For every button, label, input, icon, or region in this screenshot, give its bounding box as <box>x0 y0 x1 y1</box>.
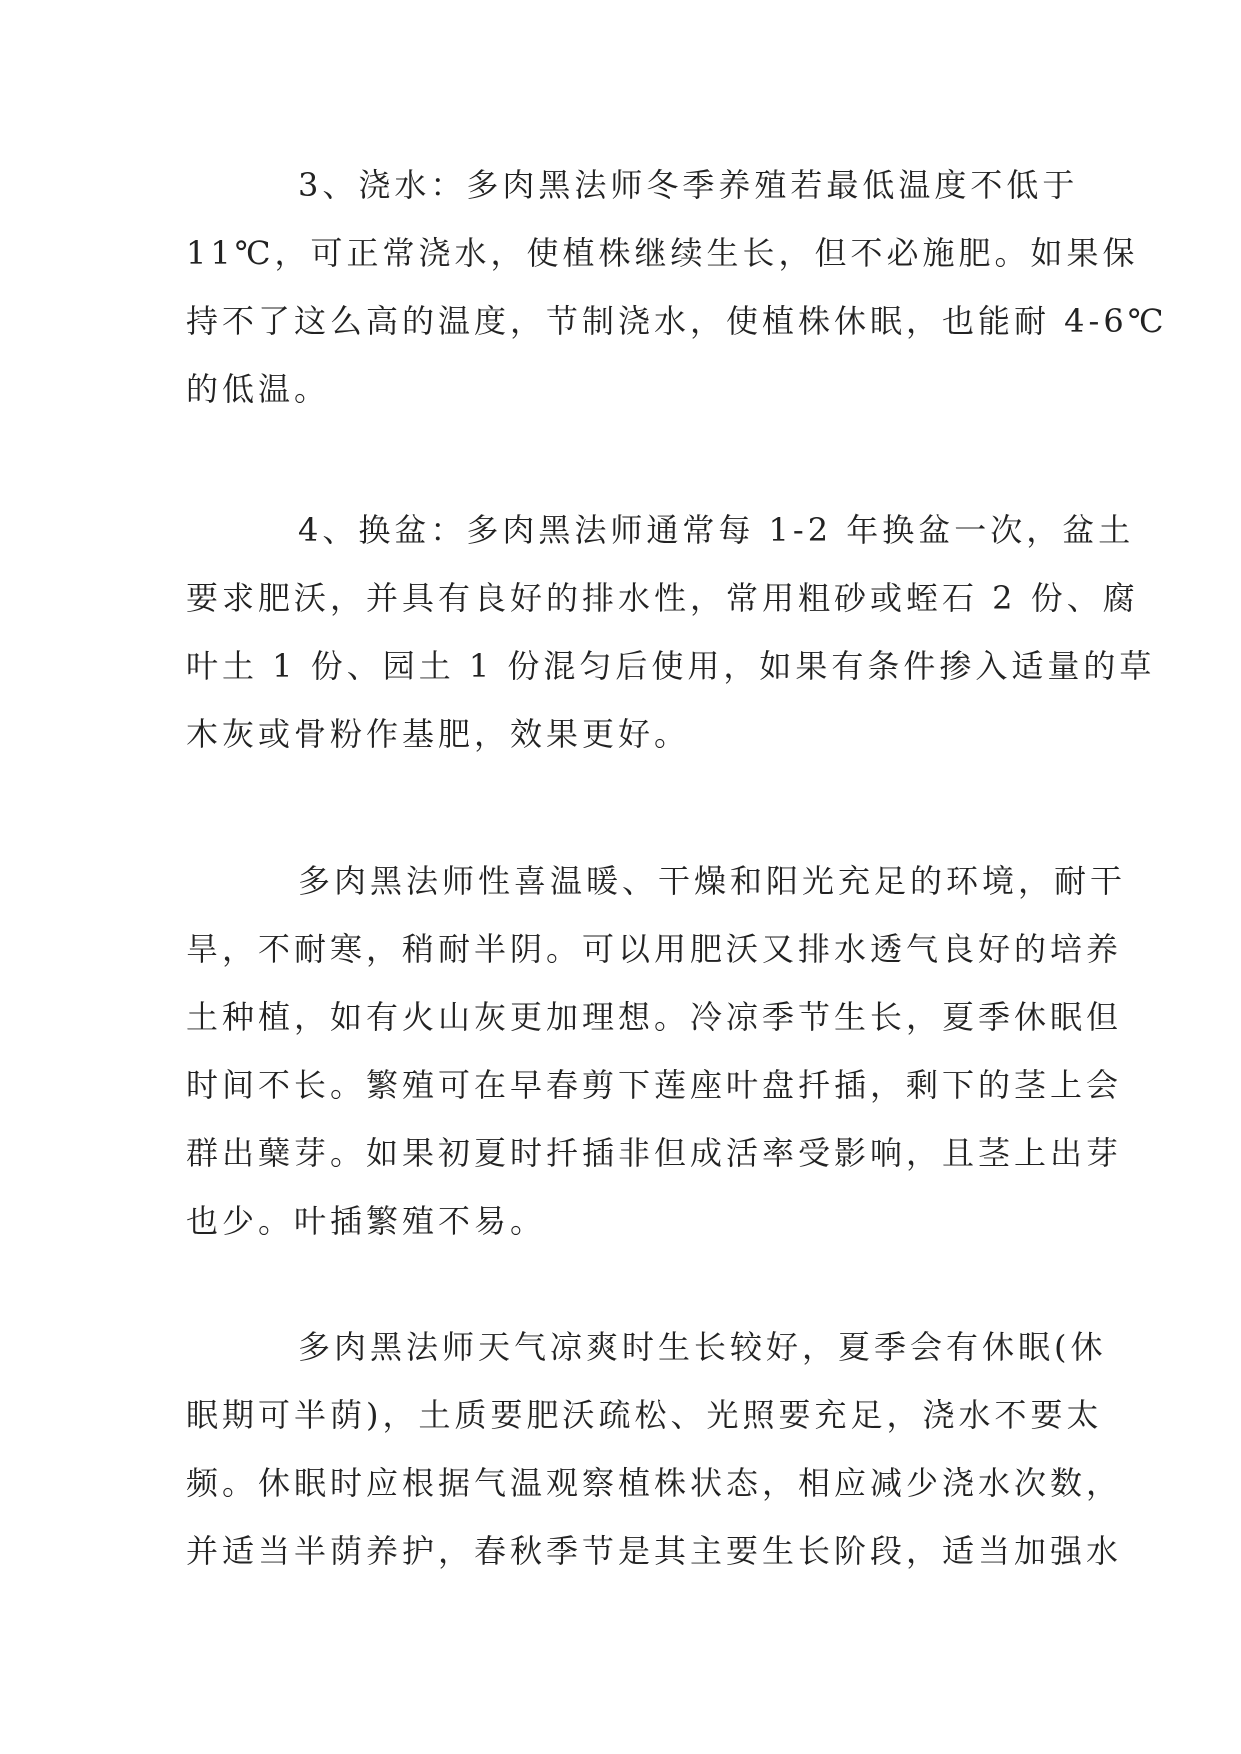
paragraph-line: 4、换盆：多肉黑法师通常每 1-2 年换盆一次，盆土 <box>298 511 1135 549</box>
paragraph-line: 的低温。 <box>186 370 331 408</box>
paragraph-line: 叶土 1 份、园土 1 份混匀后使用，如果有条件掺入适量的草 <box>186 647 1156 685</box>
paragraph-line: 眠期可半荫)，土质要肥沃疏松、光照要充足，浇水不要太 <box>186 1396 1103 1434</box>
paragraph-line: 并适当半荫养护，春秋季节是其主要生长阶段，适当加强水 <box>186 1532 1123 1570</box>
paragraph-growth <box>186 1313 1123 1585</box>
paragraph-line: 要求肥沃，并具有良好的排水性，常用粗砂或蛭石 2 份、腐 <box>186 579 1139 617</box>
paragraph-line: 也少。叶插繁殖不易。 <box>186 1202 547 1240</box>
paragraph-line: 11℃，可正常浇水，使植株继续生长，但不必施肥。如果保 <box>186 234 1139 272</box>
paragraph-line: 多肉黑法师天气凉爽时生长较好，夏季会有休眠(休 <box>298 1328 1107 1366</box>
paragraph-habits <box>186 847 1127 1255</box>
paragraph-line: 时间不长。繁殖可在早春剪下莲座叶盘扦插，剩下的茎上会 <box>186 1066 1123 1104</box>
paragraph-line: 旱，不耐寒，稍耐半阴。可以用肥沃又排水透气良好的培养 <box>186 930 1123 968</box>
paragraph-line: 频。休眠时应根据气温观察植株状态，相应减少浇水次数， <box>186 1464 1123 1502</box>
paragraph-line: 3、浇水：多肉黑法师冬季养殖若最低温度不低于 <box>298 166 1079 204</box>
paragraph-line: 群出蘖芽。如果初夏时扦插非但成活率受影响，且茎上出芽 <box>186 1134 1123 1172</box>
paragraph-line: 持不了这么高的温度，节制浇水，使植株休眠，也能耐 4-6℃ <box>186 302 1168 340</box>
paragraph-repotting <box>186 496 1156 768</box>
paragraph-line: 多肉黑法师性喜温暖、干燥和阳光充足的环境，耐干 <box>298 862 1127 900</box>
paragraph-line: 木灰或骨粉作基肥，效果更好。 <box>186 715 691 753</box>
paragraph-watering <box>186 151 1168 423</box>
paragraph-line: 土种植，如有火山灰更加理想。冷凉季节生长，夏季休眠但 <box>186 998 1123 1036</box>
